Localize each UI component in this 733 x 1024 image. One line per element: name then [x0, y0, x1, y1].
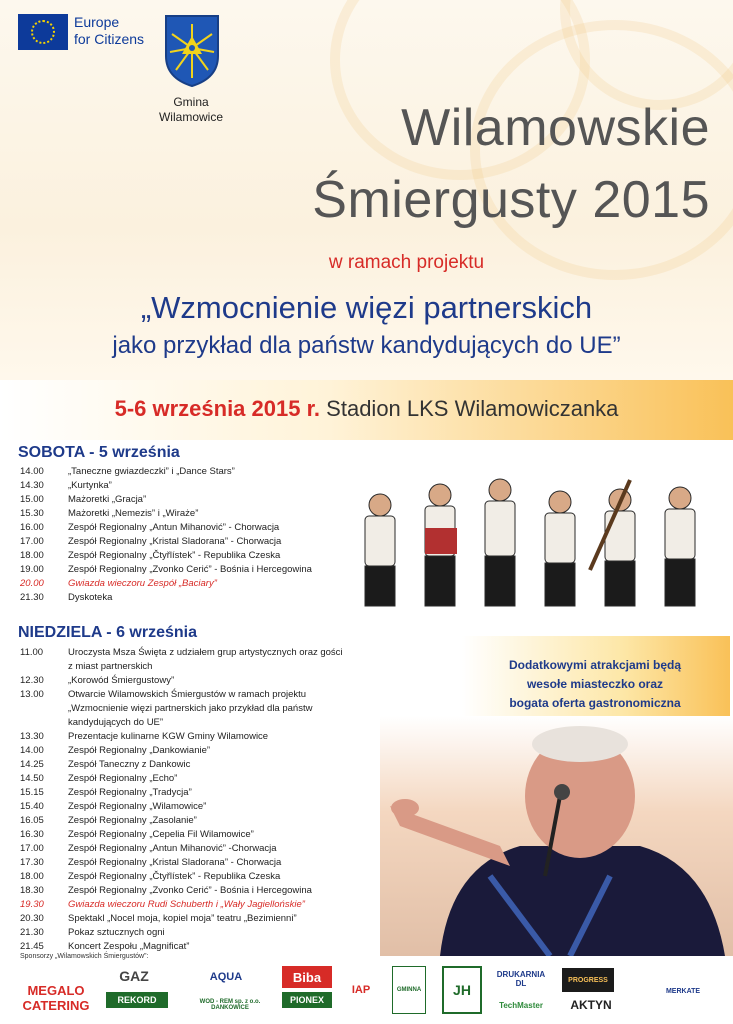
schedule-event: „Korowód Śmiergustowy” — [68, 675, 175, 686]
schedule-time: 19.00 — [20, 564, 44, 575]
schedule-row — [20, 702, 343, 716]
sponsor-logo-pionex: PIONEX — [282, 992, 332, 1008]
gmina-line1: Gmina — [173, 95, 209, 109]
schedule-time: 15.00 — [20, 494, 44, 505]
schedule-event: Zespół Regionalny „Antun Mihanović” - Chorwacja — [68, 522, 280, 533]
eu-flag-icon — [18, 14, 68, 50]
attractions-line1: Dodatkowymi atrakcjami będą — [508, 658, 682, 672]
schedule-event: Zespół Regionalny „Zvonko Cerić” - Bośnia i Hercegowina — [68, 564, 312, 575]
schedule-row — [20, 786, 343, 800]
schedule-row — [20, 493, 312, 507]
sponsor-logo-iap: IAP — [351, 984, 371, 996]
attractions-line3: bogata oferta gastronomiczna — [509, 696, 681, 710]
singer-shirt — [440, 846, 725, 956]
schedule-row — [20, 758, 343, 772]
schedule-event: „Wzmocnienie więzi partnerskich jako przykład dla państw — [68, 703, 313, 714]
schedule-time: 16.30 — [20, 829, 44, 840]
schedule-event: Zespół Regionalny „Antun Mihanović” -Chorwacja — [68, 843, 277, 854]
project-intro: w ramach projektu — [328, 252, 485, 273]
sponsor-logo-wodrem: WOD - REM sp. z o.o. DANKOWICE — [199, 999, 261, 1011]
schedule-event: „Kurtynka” — [68, 480, 112, 491]
schedule-event: z miast partnerskich — [68, 661, 153, 672]
schedule-time: 13.00 — [20, 689, 44, 700]
schedule-time: 14.30 — [20, 480, 44, 491]
schedule-row — [20, 507, 312, 521]
schedule-event: Uroczysta Msza Święta z udziałem grup artystycznych oraz gości — [68, 647, 343, 658]
schedule-row — [20, 926, 343, 940]
eu-for-citizens-label — [74, 14, 144, 48]
schedule-row — [20, 674, 343, 688]
schedule-event: Koncert Zespołu „Magnificat” — [68, 941, 190, 952]
sponsor-logo-aktyn: AKTYN — [570, 998, 612, 1012]
sponsor-logo-progress: PROGRESS — [562, 968, 614, 992]
sponsors-label: Sponsorzy „Wilamowskich Śmiergustów”: — [20, 953, 149, 960]
schedule-time: 17.00 — [20, 536, 44, 547]
schedule-row — [20, 577, 312, 591]
sponsor-logo-megalo: MEGALO CATERING — [22, 983, 90, 1013]
schedule-event: Zespół Regionalny „Zvonko Cerić” - Bośnia i Hercegowina — [68, 885, 312, 896]
schedule-row — [20, 898, 343, 912]
sponsor-logo-techmaster: TechMaster — [499, 1000, 543, 1010]
eu-label-line2: for Citizens — [74, 31, 145, 47]
schedule-row — [20, 884, 343, 898]
sponsor-logo-gminna: GMINNA — [392, 966, 426, 1014]
sponsor-logo-biba: Biba — [282, 966, 332, 988]
schedule-time: 15.30 — [20, 508, 44, 519]
schedule-row — [20, 688, 343, 702]
schedule-event: Zespół Regionalny „Kristal Sladorana” - Chorwacja — [68, 536, 282, 547]
sponsor-logo-aqua: AQUA — [209, 971, 243, 983]
gmina-crest-icon — [162, 12, 222, 88]
singer-photo — [380, 716, 733, 956]
schedule-time: 16.00 — [20, 522, 44, 533]
schedule-row — [20, 870, 343, 884]
gmina-line2: Wilamowice — [158, 110, 223, 124]
schedule-row — [20, 591, 312, 605]
accordion-icon — [425, 528, 457, 554]
schedule-time: 18.00 — [20, 550, 44, 561]
schedule-row — [20, 814, 343, 828]
schedule-time: 11.00 — [20, 647, 44, 658]
schedule-event: Dyskoteka — [68, 592, 113, 603]
schedule-event: Gwiazda wieczoru Zespół „Baciary” — [68, 578, 217, 589]
attractions-line2: wesołe miasteczko oraz — [526, 677, 664, 691]
schedule-event: Zespół Regionalny „Kristal Sladorana” - Chorwacja — [68, 857, 282, 868]
sponsor-logo-drukarnia: DRUKARNIA DL — [496, 970, 546, 988]
schedule-time: 17.00 — [20, 843, 44, 854]
schedule-row — [20, 842, 343, 856]
schedule-event: Prezentacje kulinarne KGW Gminy Wilamowice — [68, 731, 269, 742]
schedule-time: 16.05 — [20, 815, 44, 826]
schedule-event: Zespół Regionalny „Cepelia Fil Wilamowice” — [68, 829, 254, 840]
band-member — [545, 491, 575, 606]
sunday-heading: NIEDZIELA - 6 września — [18, 624, 197, 641]
schedule-row — [20, 660, 343, 674]
schedule-time: 17.30 — [20, 857, 44, 868]
sponsor-logo-merkate: MERKATE — [665, 987, 701, 995]
schedule-row — [20, 479, 312, 493]
schedule-row — [20, 535, 312, 549]
schedule-row — [20, 856, 343, 870]
schedule-time: 19.30 — [20, 899, 44, 910]
saturday-heading: SOBOTA - 5 września — [18, 444, 180, 461]
schedule-row — [20, 716, 343, 730]
schedule-event: Zespół Regionalny „Čtyřlístek” - Republika Czeska — [68, 550, 281, 561]
schedule-event: Zespół Regionalny „Echo” — [68, 773, 178, 784]
schedule-time: 14.25 — [20, 759, 44, 770]
schedule-event: Zespół Regionalny „Čtyřlístek” - Republika Czeska — [68, 871, 281, 882]
schedule-row — [20, 772, 343, 786]
schedule-time: 14.00 — [20, 466, 44, 477]
schedule-row — [20, 828, 343, 842]
project-name-line2: jako przykład dla państw kandydujących do UE” — [112, 332, 621, 359]
schedule-time: 18.30 — [20, 885, 44, 896]
schedule-row — [20, 912, 343, 926]
saturday-schedule — [20, 465, 312, 605]
schedule-time: 21.45 — [20, 941, 44, 952]
schedule-event: Zespół Regionalny „Wilamowice” — [68, 801, 207, 812]
schedule-event: Spektakl „Nocel moja, kopiel moja” teatru „Bezimienni” — [68, 913, 297, 924]
band-member — [665, 487, 695, 606]
schedule-event: Mażoretki „Nemezis” i „Wiraże” — [68, 508, 199, 519]
event-venue: Stadion LKS Wilamowiczanka — [326, 396, 619, 421]
schedule-row — [20, 646, 343, 660]
schedule-event: Pokaz sztucznych ogni — [68, 927, 165, 938]
schedule-time: 14.00 — [20, 745, 44, 756]
event-date-venue — [0, 396, 733, 422]
schedule-event: „Taneczne gwiazdeczki” i „Dance Stars” — [68, 466, 235, 477]
title-line1: Wilamowskie — [401, 99, 710, 157]
sunday-schedule — [20, 646, 343, 954]
eu-label-line1: Europe — [74, 14, 120, 30]
band-photo — [340, 470, 730, 610]
schedule-event: kandydujących do UE” — [68, 717, 164, 728]
sponsor-logo-rekord: REKORD — [106, 992, 168, 1008]
title-line2: Śmiergusty 2015 — [312, 171, 710, 229]
schedule-row — [20, 800, 343, 814]
schedule-row — [20, 465, 312, 479]
schedule-event: Zespół Regionalny „Zasolanie” — [68, 815, 197, 826]
schedule-row — [20, 940, 343, 954]
schedule-time: 21.30 — [20, 592, 44, 603]
schedule-row — [20, 744, 343, 758]
schedule-time: 12.30 — [20, 675, 44, 686]
schedule-time: 20.00 — [20, 578, 44, 589]
schedule-row — [20, 521, 312, 535]
event-date: 5-6 września 2015 r. — [114, 396, 321, 421]
schedule-time: 14.50 — [20, 773, 44, 784]
schedule-time: 18.00 — [20, 871, 44, 882]
sponsor-logos — [6, 966, 728, 1020]
project-name-line1: „Wzmocnienie więzi partnerskich — [140, 290, 593, 325]
schedule-event: Otwarcie Wilamowskich Śmiergustów w ramach projektu — [68, 689, 307, 700]
sponsor-logo-gaz: GAZ — [119, 968, 149, 984]
sponsor-logo-jh: JH — [442, 966, 482, 1014]
schedule-time: 15.15 — [20, 787, 44, 798]
schedule-time: 13.30 — [20, 731, 44, 742]
schedule-row — [20, 549, 312, 563]
schedule-time: 20.30 — [20, 913, 44, 924]
schedule-event: Zespół Regionalny „Dankowianie” — [68, 745, 211, 756]
schedule-event: Gwiazda wieczoru Rudi Schuberth i „Wały Jagiellońskie” — [68, 899, 305, 910]
schedule-event: Mażoretki „Gracja” — [68, 494, 147, 505]
schedule-row — [20, 563, 312, 577]
schedule-row — [20, 730, 343, 744]
attractions-text — [470, 656, 720, 713]
schedule-event: Zespół Regionalny „Tradycja” — [68, 787, 192, 798]
schedule-time: 21.30 — [20, 927, 44, 938]
band-member — [485, 479, 515, 606]
schedule-event: Zespół Taneczny z Dankowic — [68, 759, 191, 770]
band-member — [365, 494, 395, 606]
schedule-time: 15.40 — [20, 801, 44, 812]
